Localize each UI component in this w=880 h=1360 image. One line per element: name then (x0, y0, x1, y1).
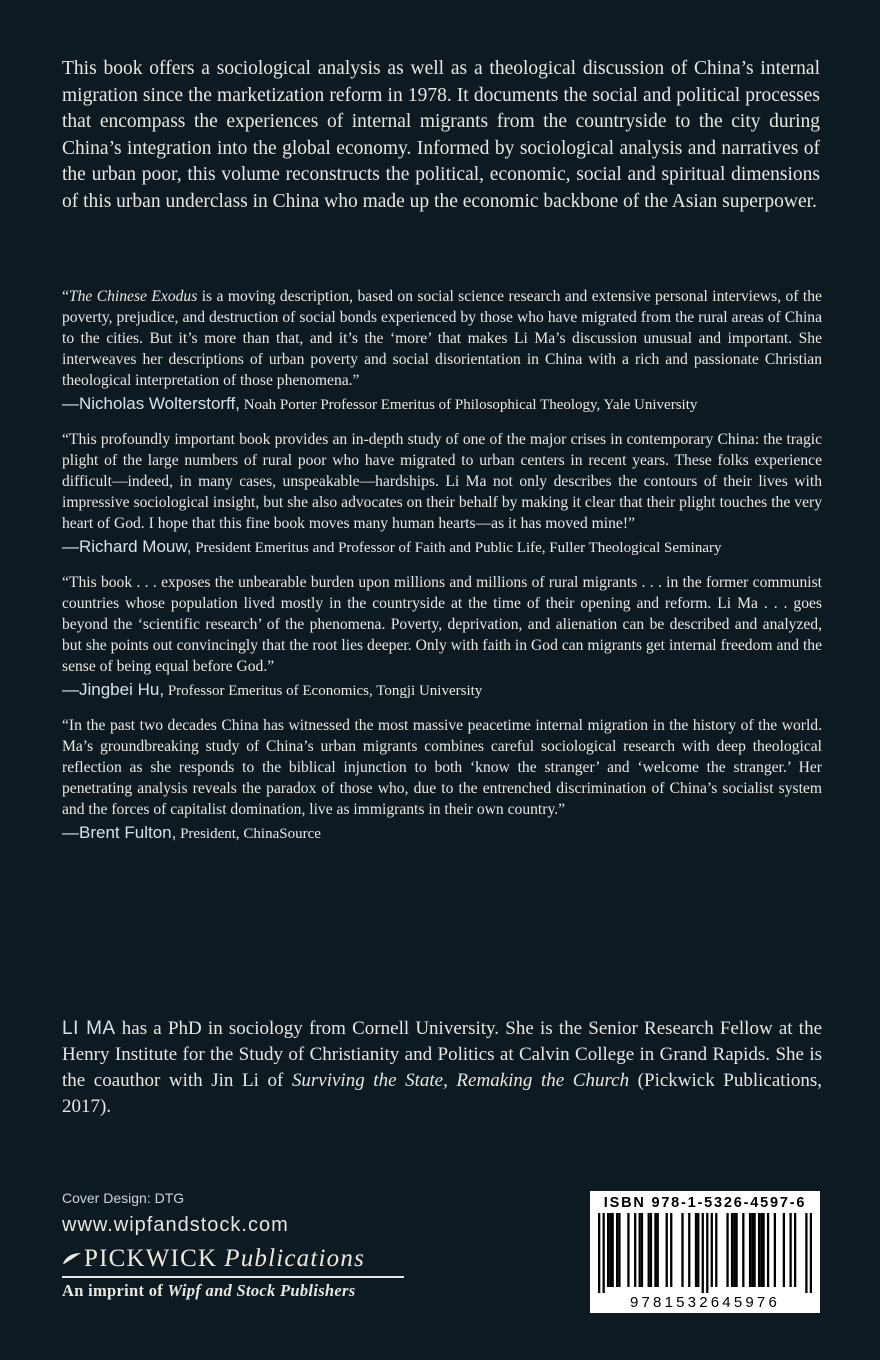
barcode-bar (607, 1213, 609, 1287)
barcode-bar (789, 1213, 791, 1287)
endorser-name: —Brent Fulton, (62, 823, 177, 842)
barcode-bar (731, 1213, 733, 1287)
barcode-bar (670, 1213, 672, 1287)
publisher-suffix: Publications (224, 1245, 365, 1272)
endorser-name: —Nicholas Wolterstorff, (62, 394, 240, 413)
barcode-bar (706, 1213, 708, 1293)
book-description: This book offers a sociological analysis as well as a theological discussion of China’s internal migration since the marketization reform in 1978. It documents the social and political processes that encompass the experiences of internal migrants from the countryside to the city during China’s integration into the global economy. Informed by sociological analysis and narratives of the urban poor, this volume reconstructs the political, economic, social and spiritual dimensions of this urban underclass in China who made up the economic backbone of the Asian superpower. (62, 58, 820, 212)
barcode-bar (612, 1213, 614, 1287)
barcode-bar (733, 1213, 735, 1287)
barcode-bar (654, 1213, 656, 1287)
endorser-affiliation: President, ChinaSource (176, 826, 321, 842)
author-bio (62, 1016, 822, 1120)
barcode-bar (598, 1213, 600, 1293)
endorser-name: —Richard Mouw, (62, 537, 192, 556)
barcode-bar (810, 1213, 812, 1293)
publisher-logo (62, 1245, 422, 1273)
barcode-bar (760, 1213, 762, 1287)
endorser-affiliation: Noah Porter Professor Emeritus of Philosophical Theology, Yale University (239, 397, 698, 413)
barcode-bar (650, 1213, 652, 1287)
barcode-bar (794, 1213, 796, 1287)
endorsement-hu (62, 572, 822, 702)
imprint-line (62, 1281, 422, 1301)
isbn-barcode (590, 1191, 820, 1313)
barcode-bar (641, 1213, 643, 1287)
barcode-bar (767, 1213, 769, 1287)
endorsement-text: “In the past two decades China has witnessed the most massive peacetime internal migration in the history of the world. Ma’s groundbreaking study of China’s urban migrants combines careful sociological research with deep theological reflection as she responds to the biblical injunction to both ‘know the stranger’ and ‘welcome the stranger.’ Her penetrating analysis reveals the paradox of those who, due to the entrenched discrimination of China’s socialist system and the forces of capitalist domination, live as immigrants in their own country.” (62, 717, 822, 818)
endorsements (62, 286, 822, 858)
endorser-name: —Jingbei Hu, (62, 680, 165, 699)
endorsement-text (62, 286, 822, 391)
imprint-prefix: An imprint of (62, 1281, 168, 1300)
barcode-bar (618, 1213, 620, 1287)
divider (62, 1276, 404, 1278)
endorsement-fulton (62, 715, 822, 845)
isbn-label: ISBN 978-1-5326-4597-6 (603, 1195, 807, 1211)
cover-design-credit: Cover Design: DTG (62, 1190, 185, 1206)
barcode-bar (688, 1213, 690, 1287)
barcode-bar (751, 1213, 753, 1287)
barcode-bar (715, 1213, 717, 1287)
endorser-affiliation: Professor Emeritus of Economics, Tongji University (164, 683, 483, 699)
barcode-bar (762, 1213, 764, 1287)
barcode-bar (695, 1213, 697, 1287)
barcode-bar (726, 1213, 728, 1287)
barcode-bar (774, 1213, 776, 1287)
barcode-bar (702, 1213, 704, 1293)
publisher-name: PICKWICK (84, 1245, 218, 1272)
barcode-bar (783, 1213, 785, 1287)
bio-text-1: has a PhD in sociology from Cornell University. She is the Senior Research Fellow at the Henry Institute for the Study of Christianity and Politics at Calvin College in Grand Rapids. She is the coauthor with Jin Li of (62, 1018, 822, 1091)
open-quote: “ (62, 288, 69, 305)
barcode-bar (711, 1213, 713, 1287)
barcode-bar (758, 1213, 760, 1287)
coauthored-book-title: Surviving the State, Remaking the Church (291, 1070, 630, 1091)
endorsement-text: “This profoundly important book provides an in-depth study of one of the major crises in contemporary China: the tragic plight of the large numbers of rural poor who have migrated to urban centers in recent years. These folks experience difficult—indeed, in many cases, unspeakable—hardships. Li Ma not only describes the contours of their lives with impressive sociological insight, but she also advocates on their behalf by making it clear that their plight touches the very heart of God. I hope that this fine book moves many human hearts—as it has moved mine!” (62, 431, 822, 532)
barcode-bar (681, 1213, 683, 1287)
barcode-bar (742, 1213, 744, 1287)
endorsement-attribution (62, 536, 822, 559)
barcode-bar (634, 1213, 636, 1287)
barcode-bars (598, 1213, 812, 1293)
endorsement-mouw (62, 429, 822, 559)
barcode-bar (735, 1213, 737, 1287)
barcode-bar (603, 1213, 605, 1293)
barcode-bar (648, 1213, 650, 1287)
endorsement-attribution (62, 822, 822, 845)
book-title-italic: The Chinese Exodus (68, 288, 198, 305)
endorsement-attribution (62, 393, 822, 416)
endorsement-attribution (62, 679, 822, 702)
quill-icon (62, 1252, 82, 1266)
endorsement-text: “This book . . . exposes the unbearable burden upon millions and millions of rural migrants . . . in the former communist countries whose population lived mostly in the countryside at the time of their opening and reform. Li Ma . . . goes beyond the ‘scientific research’ of the phenomena. Poverty, deprivation, and alienation can be described and analyzed, but she points out convincingly that the root lies deeper. Only with faith in God can migrants get internal freedom and the sense of being equal before God.” (62, 574, 822, 675)
publisher-credits (62, 1190, 422, 1301)
endorsement-wolterstorff (62, 286, 822, 416)
barcode-bar (627, 1213, 629, 1287)
barcode-bar (657, 1213, 659, 1287)
barcode-bar (639, 1213, 641, 1287)
barcode-bar (697, 1213, 699, 1287)
barcode-bar (753, 1213, 755, 1287)
barcode-bar (666, 1213, 668, 1287)
publisher-website: www.wipfandstock.com (62, 1214, 289, 1236)
barcode-bar (616, 1213, 618, 1287)
imprint-name: Wipf and Stock Publishers (167, 1281, 356, 1300)
bio-text-2: (Pickwick Publications, 2017). (62, 1070, 823, 1117)
barcode-bar (749, 1213, 751, 1287)
barcode-bar (609, 1213, 611, 1287)
author-name: LI MA (62, 1018, 116, 1039)
barcode-bar (805, 1213, 807, 1293)
endorser-affiliation: President Emeritus and Professor of Faith and Public Life, Fuller Theological Seminary (191, 540, 722, 556)
barcode-digits: 9781532645976 (629, 1294, 781, 1311)
endorsement-body: is a moving description, based on social science research and extensive personal interviews, of the poverty, prejudice, and destruction of social bonds experienced by those who have migrated from the rural areas of China to the cities. But it’s more than that, and it’s the ‘more’ that makes Li Ma’s discussion unusual and important. She interweaves her descriptions of urban poverty and social disorientation in China with a rich and passionate Christian theological interpretation of those phenomena.” (62, 288, 822, 389)
